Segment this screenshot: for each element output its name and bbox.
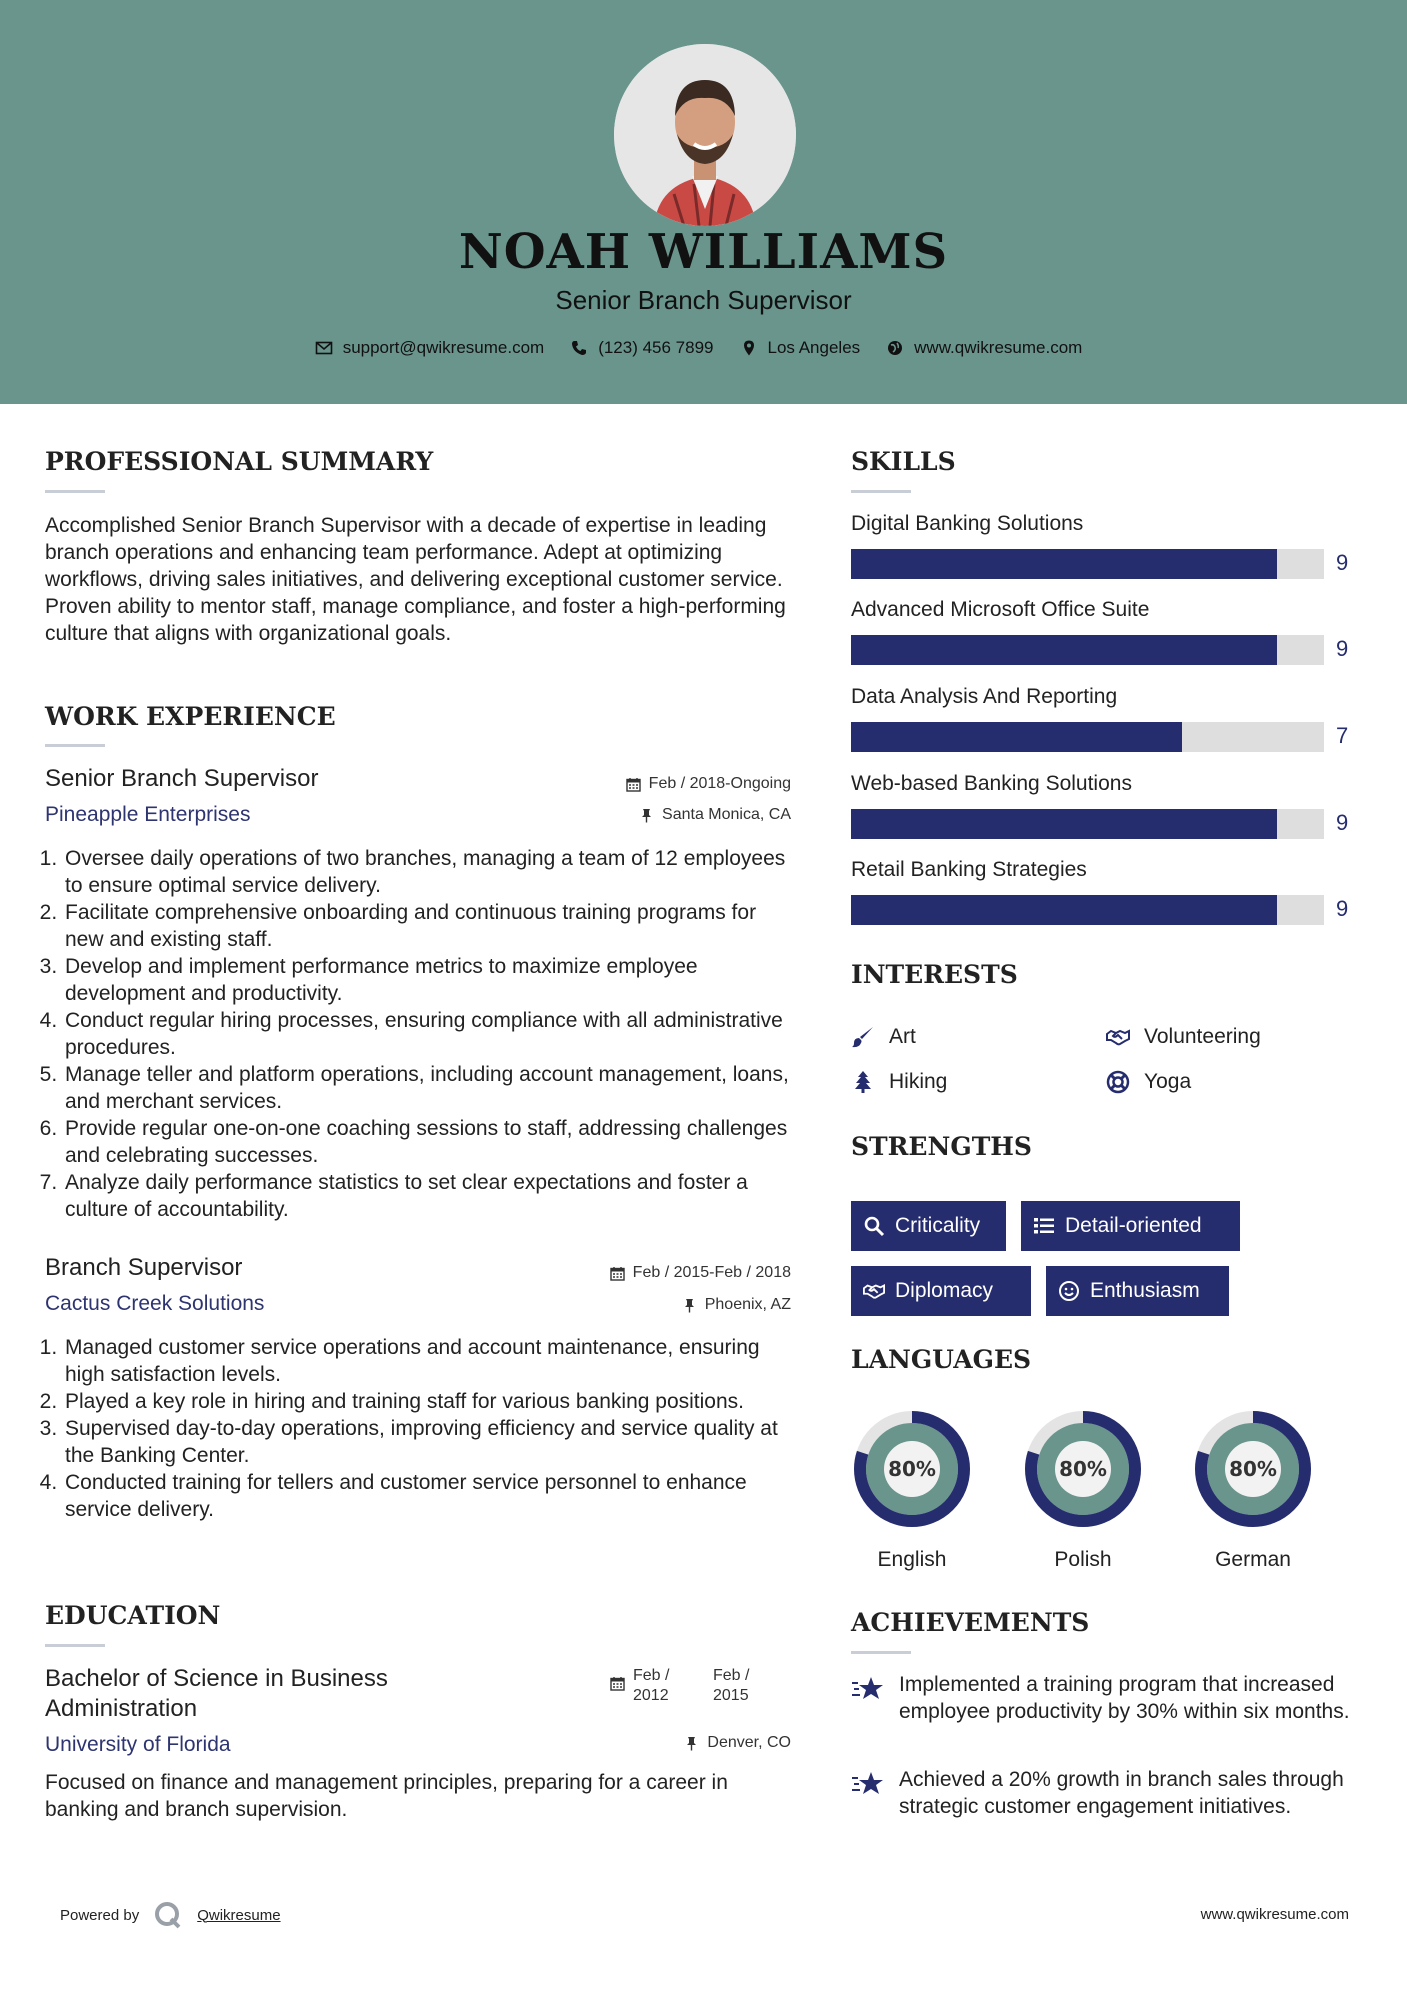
education-heading: EDUCATION <box>45 1601 221 1630</box>
language-ring <box>1021 1407 1145 1531</box>
resume-header <box>0 0 1407 404</box>
education-dates <box>610 1666 763 1706</box>
candidate-title: Senior Branch Supervisor <box>555 285 852 315</box>
interest-label: Yoga <box>1144 1070 1192 1093</box>
list-item: 2. Played a key role in hiring and training staff for various banking positions. <box>63 1388 800 1415</box>
list-item: 2. Facilitate comprehensive onboarding and continuous training programs for new and existing staff. <box>63 899 800 953</box>
job-location <box>639 806 791 824</box>
search-icon <box>863 1215 885 1237</box>
list-item: 3. Supervised day-to-day operations, improving efficiency and service quality at the Banking Center. <box>63 1415 800 1469</box>
footer-branding <box>60 1900 281 1930</box>
list-item: 1. Managed customer service operations and account maintenance, ensuring high satisfaction levels. <box>63 1334 800 1388</box>
education-description: Focused on finance and management principles, preparing for a career in banking and branch supervision. <box>45 1771 728 1821</box>
language-name: English <box>877 1548 947 1571</box>
job-dates-text: Feb / 2015-Feb / 2018 <box>632 1264 791 1281</box>
brand-link[interactable]: Qwikresume <box>197 1906 281 1924</box>
skill-score: 9 <box>1336 636 1349 661</box>
star-burst-icon <box>851 1673 885 1703</box>
list-item: 4. Conducted training for tellers and customer service personnel to enhance service delivery. <box>63 1469 800 1523</box>
job-company: Cactus Creek Solutions <box>45 1292 265 1315</box>
language-item <box>1191 1407 1315 1572</box>
list-item: 5. Manage teller and platform operations, including account management, loans, and merchant services. <box>63 1061 800 1115</box>
powered-by-text: Powered by <box>60 1906 140 1924</box>
language-name: German <box>1215 1548 1291 1571</box>
job-role: Senior Branch Supervisor <box>45 765 319 792</box>
skill-label: Digital Banking Solutions <box>851 512 1084 535</box>
languages-heading: LANGUAGES <box>851 1345 1032 1374</box>
job-dates-text: Feb / 2018-Ongoing <box>648 775 791 792</box>
strength-chip <box>1046 1266 1229 1316</box>
skills-heading: SKILLS <box>851 447 956 476</box>
lifering-icon <box>1106 1070 1130 1094</box>
interest-label: Volunteering <box>1144 1025 1261 1048</box>
handshake-icon <box>1106 1025 1130 1049</box>
interests-heading: INTERESTS <box>851 960 1018 989</box>
interest-item-volunteering <box>1106 1025 1261 1049</box>
contact-email-text: support@qwikresume.com <box>342 338 545 357</box>
job-role: Branch Supervisor <box>45 1254 243 1281</box>
strength-chip <box>851 1201 1006 1251</box>
map-pin-icon <box>740 339 758 357</box>
pushpin-icon <box>684 1736 699 1751</box>
interest-item-yoga <box>1106 1070 1191 1094</box>
job-location <box>682 1296 791 1314</box>
language-item <box>850 1407 974 1572</box>
education-degree: Bachelor of Science in Business Administration <box>45 1665 388 1722</box>
language-name: Polish <box>1054 1548 1112 1571</box>
education-start: Feb / 2012 <box>633 1667 670 1704</box>
contact-location <box>740 338 861 358</box>
handshake-icon <box>863 1280 885 1302</box>
job-location-text: Santa Monica, CA <box>662 806 791 823</box>
language-ring <box>1191 1407 1315 1531</box>
skill-score: 9 <box>1336 550 1349 575</box>
phone-icon <box>570 339 588 357</box>
achievements-heading: ACHIEVEMENTS <box>851 1608 1090 1637</box>
globe-icon <box>886 339 904 357</box>
calendar-icon <box>610 1266 625 1281</box>
star-burst-icon <box>851 1768 885 1798</box>
skill-bar-track <box>851 549 1324 579</box>
language-ring <box>850 1407 974 1531</box>
education-location <box>684 1734 791 1752</box>
skill-bar-track <box>851 722 1324 752</box>
summary-heading: PROFESSIONAL SUMMARY <box>45 447 434 476</box>
list-item: 4. Conduct regular hiring processes, ensuring compliance with all administrative procedures. <box>63 1007 800 1061</box>
list-item: 3. Develop and implement performance metrics to maximize employee development and productivity. <box>63 953 800 1007</box>
education-location-text: Denver, CO <box>707 1734 791 1751</box>
achievement-item <box>851 1671 1351 1725</box>
paintbrush-icon <box>851 1025 875 1049</box>
smile-icon <box>1058 1280 1080 1302</box>
experience-divider <box>45 744 105 747</box>
contact-bar <box>0 338 1407 358</box>
skill-bar-track <box>851 635 1324 665</box>
list-item: 7. Analyze daily performance statistics to set clear expectations and foster a culture of accountability. <box>63 1169 800 1223</box>
skill-bar-fill <box>851 635 1277 665</box>
job-dates <box>626 775 791 793</box>
achievements-divider <box>851 1651 911 1654</box>
strength-chip <box>1021 1201 1240 1251</box>
language-percent: 80% <box>1229 1457 1277 1481</box>
calendar-icon <box>626 777 641 792</box>
list-item: 1. Oversee daily operations of two branches, managing a team of 12 employees to ensure optimal service delivery. <box>63 845 800 899</box>
summary-text: Accomplished Senior Branch Supervisor with a decade of expertise in leading branch operations and enhancing team performance. Adept at optimizing workflows, driving sales initiatives, and delivering exceptional customer service. Proven ability to mentor staff, manage compliance, and foster a high-performing culture that aligns with organizational goals. <box>45 514 786 645</box>
footer-url[interactable]: www.qwikresume.com <box>1200 1906 1349 1923</box>
education-divider <box>45 1644 105 1647</box>
strength-label: Detail-oriented <box>1065 1214 1202 1237</box>
skill-label: Advanced Microsoft Office Suite <box>851 598 1150 621</box>
education-school: University of Florida <box>45 1733 231 1756</box>
contact-email[interactable] <box>315 338 545 358</box>
language-item <box>1021 1407 1145 1572</box>
strength-label: Diplomacy <box>895 1279 994 1302</box>
strengths-heading: STRENGTHS <box>851 1132 1032 1161</box>
summary-divider <box>45 490 105 493</box>
skill-bar-fill <box>851 895 1277 925</box>
candidate-name: NOAH WILLIAMS <box>458 224 949 280</box>
skills-divider <box>851 490 911 493</box>
qwikresume-logo-icon <box>153 1900 183 1930</box>
contact-website[interactable] <box>886 338 1082 358</box>
job-duties-list <box>45 1334 800 1523</box>
achievement-text: Implemented a training program that increased employee productivity by 30% within six months. <box>899 1673 1350 1723</box>
job-company: Pineapple Enterprises <box>45 803 251 826</box>
skill-bar-fill <box>851 549 1277 579</box>
contact-phone-text: (123) 456 7899 <box>598 338 714 357</box>
list-item: 6. Provide regular one-on-one coaching sessions to staff, addressing challenges and celebrating successes. <box>63 1115 800 1169</box>
strength-chip <box>851 1266 1031 1316</box>
achievement-text: Achieved a 20% growth in branch sales through strategic customer engagement initiatives. <box>899 1768 1344 1818</box>
profile-photo <box>614 44 796 226</box>
pushpin-icon <box>639 808 654 823</box>
skill-label: Data Analysis And Reporting <box>851 685 1118 708</box>
job-dates <box>610 1264 791 1282</box>
skill-score: 7 <box>1336 723 1349 748</box>
job-location-text: Phoenix, AZ <box>704 1296 791 1313</box>
skill-bar-track <box>851 895 1324 925</box>
job-duties-list <box>45 845 800 1223</box>
experience-heading: WORK EXPERIENCE <box>45 702 336 731</box>
contact-phone[interactable] <box>570 338 713 358</box>
skill-label: Web-based Banking Solutions <box>851 772 1132 795</box>
language-percent: 80% <box>888 1457 936 1481</box>
interest-item-art <box>851 1025 916 1049</box>
list-icon <box>1033 1215 1055 1237</box>
skill-score: 9 <box>1336 810 1349 835</box>
achievement-item <box>851 1766 1351 1820</box>
interest-label: Hiking <box>889 1070 948 1093</box>
contact-location-text: Los Angeles <box>767 338 861 357</box>
skill-bar-fill <box>851 809 1277 839</box>
strength-label: Criticality <box>895 1214 981 1237</box>
envelope-icon <box>315 339 333 357</box>
pushpin-icon <box>682 1298 697 1313</box>
skill-label: Retail Banking Strategies <box>851 858 1087 881</box>
interest-item-hiking <box>851 1070 947 1094</box>
calendar-icon <box>610 1676 625 1691</box>
skill-score: 9 <box>1336 896 1349 921</box>
language-percent: 80% <box>1059 1457 1107 1481</box>
skill-bar-fill <box>851 722 1182 752</box>
strength-label: Enthusiasm <box>1090 1279 1200 1302</box>
interest-label: Art <box>889 1025 916 1048</box>
skill-bar-track <box>851 809 1324 839</box>
contact-website-text: www.qwikresume.com <box>914 338 1083 357</box>
tree-icon <box>851 1070 875 1094</box>
education-end: Feb / 2015 <box>713 1667 750 1704</box>
